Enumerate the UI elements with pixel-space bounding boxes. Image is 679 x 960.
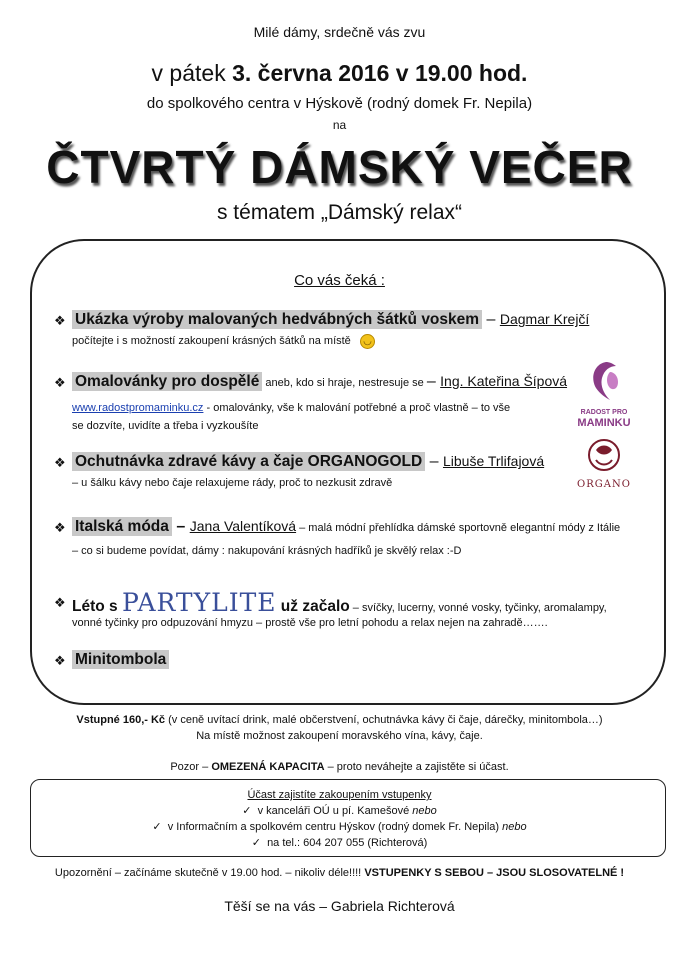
ticket-option: ✓ v Informačním a spolkovém centru Hýskov (rodný domek Fr. Nepila) nebo xyxy=(152,821,527,833)
ticket-option: ✓ na tel.: 604 207 055 (Richterová) xyxy=(251,837,428,849)
item-desc: počítejte i s možností zakoupení krásných šátků na místě xyxy=(72,335,351,347)
event-date: v pátek 3. června 2016 v 19.00 hod. xyxy=(151,60,528,86)
signoff: Těší se na vás – Gabriela Richterová xyxy=(224,898,455,914)
item-desc: – u šálku kávy nebo čaje relaxujeme rády, proč to nezkusit zdravě xyxy=(72,477,393,489)
tickets-info xyxy=(0,787,679,851)
item-desc: – co si budeme povídat, dámy : nakupování krásných hadříků je skvělý relax :-D xyxy=(72,545,462,557)
item-title: Ochutnávka zdravé kávy a čaje ORGANOGOLD xyxy=(72,452,425,471)
greeting: Milé dámy, srdečně vás zvu xyxy=(253,24,426,40)
event-date-bold: 3. června 2016 v 19.00 hod. xyxy=(232,60,528,86)
organo-emblem-icon xyxy=(574,436,634,474)
item-person: Jana Valentíková xyxy=(189,518,297,534)
bullet-icon: ❖ xyxy=(54,375,66,390)
na-text: na xyxy=(332,118,347,132)
item-desc: se dozvíte, uvidíte a třeba i vyzkoušíte xyxy=(72,420,259,432)
item-title-end: už začalo xyxy=(276,598,350,615)
website-link[interactable]: www.radostpromaminku.cz xyxy=(72,402,204,414)
item-desc: vonné tyčinky pro odpuzování hmyzu – prostě vše pro letní pohodu a relax nejen na zahradě……. xyxy=(72,617,548,629)
subtitle: s tématem „Dámský relax“ xyxy=(216,201,463,224)
bullet-icon: ❖ xyxy=(54,520,66,535)
partylite-logo: PARTYLITE xyxy=(121,588,277,617)
check-icon: ✓ xyxy=(152,821,168,833)
program-heading: Co vás čeká : xyxy=(294,272,385,289)
check-icon: ✓ xyxy=(251,837,268,849)
bullet-icon: ❖ xyxy=(54,313,66,328)
item-person: Libuše Trlifajová xyxy=(442,453,545,469)
capacity-warning: Pozor – OMEZENÁ KAPACITA – proto neváhejte a zajistěte si účast. xyxy=(170,761,509,773)
ticket-option: ✓ v kanceláři OÚ u pí. Kamešové nebo xyxy=(242,805,437,817)
venue: do spolkového centra v Hýskově (rodný domek Fr. Nepila) xyxy=(146,95,533,112)
item-title: Italská móda xyxy=(72,517,172,536)
wine-info: Na místě možnost zakoupení moravského vína, kávy, čaje. xyxy=(196,730,483,742)
smiley-icon: ◡ xyxy=(360,334,375,349)
main-title: ČTVRTÝ DÁMSKÝ VEČER xyxy=(46,141,633,193)
bullet-icon: ❖ xyxy=(54,455,66,470)
program-box xyxy=(30,239,666,705)
fee-info: Vstupné 160,- Kč (v ceně uvítací drink, malé občerstvení, ochutnávka kávy či čaje, dárečky, minitombola…) Na místě možnost zakoupení moravského vína, kávy, čaje. xyxy=(0,712,679,744)
item-title-start: Léto s xyxy=(72,598,122,615)
item-title: Omalovánky pro dospělé xyxy=(72,372,262,391)
start-warning: Upozornění – začínáme skutečně v 19.00 hod. – nikoliv déle!!!! VSTUPENKY S SEBOU – JSOU SLOSOVATELNÉ ! xyxy=(54,867,625,879)
radost-pro-maminku-logo: RADOST PRO MAMINKU xyxy=(576,358,632,432)
bullet-icon: ❖ xyxy=(54,653,66,668)
bullet-icon: ❖ xyxy=(54,595,66,610)
item-title: Minitombola xyxy=(72,650,169,669)
item-person: Ing. Kateřina Šípová xyxy=(440,373,568,389)
item-title: Ukázka výroby malovaných hedvábných šátků voskem xyxy=(72,310,482,329)
tickets-heading: Účast zajistíte zakoupením vstupenky xyxy=(247,789,432,801)
item-person: Dagmar Krejčí xyxy=(499,311,590,327)
mother-silhouette-icon xyxy=(576,358,632,404)
organo-logo: ORGANO xyxy=(574,436,634,494)
check-icon: ✓ xyxy=(242,805,258,817)
